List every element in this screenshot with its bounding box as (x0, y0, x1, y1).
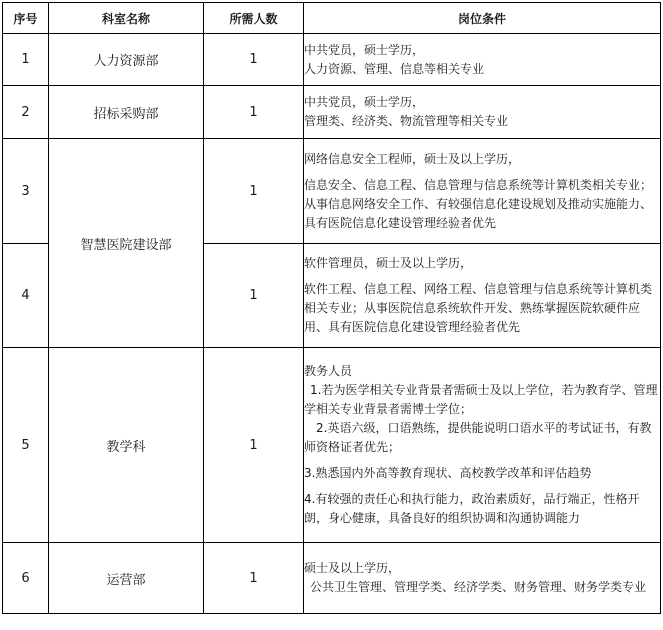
condition-line: 3.熟悉国内外高等教育现状、高校教学改革和评估趋势 (304, 466, 592, 480)
seq-cell: 1 (3, 34, 49, 86)
seq-cell: 2 (3, 86, 49, 139)
condition-line: 软件管理员，硕士及以上学历， (304, 256, 473, 270)
condition-line: 公共卫生管理、管理学类、经济学类、财务管理、财务学类专业 (310, 580, 647, 594)
count-cell: 1 (204, 244, 304, 348)
condition-line: 人力资源、管理、信息等相关专业 (304, 61, 485, 76)
count-cell: 1 (204, 348, 304, 543)
condition-line: 1.若为医学相关专业背景者需硕士及以上学位，若为教育学、管理学相关专业背景者需博士学位； (304, 383, 658, 416)
condition-line: 管理类、经济类、物流管理等相关专业 (304, 114, 509, 128)
condition-line: 中共党员，硕士学历， (304, 95, 425, 109)
header-count: 所需人数 (204, 3, 304, 34)
recruitment-table (2, 2, 661, 614)
count-cell: 1 (204, 34, 304, 86)
condition-line: 硕士及以上学历， (304, 561, 401, 575)
dept-cell: 运营部 (49, 543, 204, 614)
condition-line: 4.有较强的责任心和执行能力，政治素质好，品行端正，性格开朗，身心健康，具备良好的组织协调和沟通协调能力 (304, 492, 640, 525)
dept-cell: 招标采购部 (49, 86, 204, 139)
seq-cell: 5 (3, 348, 49, 543)
seq-cell: 6 (3, 543, 49, 614)
table-row (3, 34, 661, 86)
count-cell: 1 (204, 543, 304, 614)
condition-line: 软件工程、信息工程、网络工程、信息管理与信息系统等计算机类相关专业；从事医院信息系统软件开发、熟练掌握医院软硬件应用、具有医院信息化建设管理经验者优先 (304, 282, 653, 334)
dept-cell: 人力资源部 (49, 34, 204, 86)
condition-line: 信息安全、信息工程、信息管理与信息系统等计算机类相关专业；从事信息网络安全工作、有较强信息化建设规划及推动实施能力、具有医院信息化建设管理经验者优先 (304, 177, 653, 230)
table-row (3, 139, 661, 244)
header-dept: 科室名称 (49, 3, 204, 34)
condition-line: 网络信息安全工程师，硕士及以上学历， (304, 151, 521, 166)
conditions-cell (304, 244, 661, 348)
table-row (3, 543, 661, 614)
conditions-cell (304, 348, 661, 543)
table-row (3, 86, 661, 139)
conditions-cell (304, 86, 661, 139)
dept-cell: 教学科 (49, 348, 204, 543)
conditions-cell (304, 139, 661, 244)
condition-line: 2.英语六级，口语熟练，提供能说明口语水平的考试证书，有教师资格证者优先； (304, 421, 652, 454)
table-row (3, 348, 661, 543)
condition-line: 中共党员，硕士学历， (304, 42, 425, 57)
table-header-row (3, 3, 661, 34)
conditions-cell (304, 543, 661, 614)
seq-cell: 4 (3, 244, 49, 348)
header-seq: 序号 (3, 3, 49, 34)
condition-line: 教务人员 (304, 364, 353, 378)
count-cell: 1 (204, 139, 304, 244)
count-cell: 1 (204, 86, 304, 139)
seq-cell: 3 (3, 139, 49, 244)
conditions-cell (304, 34, 661, 86)
header-conditions: 岗位条件 (304, 3, 661, 34)
dept-cell: 智慧医院建设部 (49, 139, 204, 348)
